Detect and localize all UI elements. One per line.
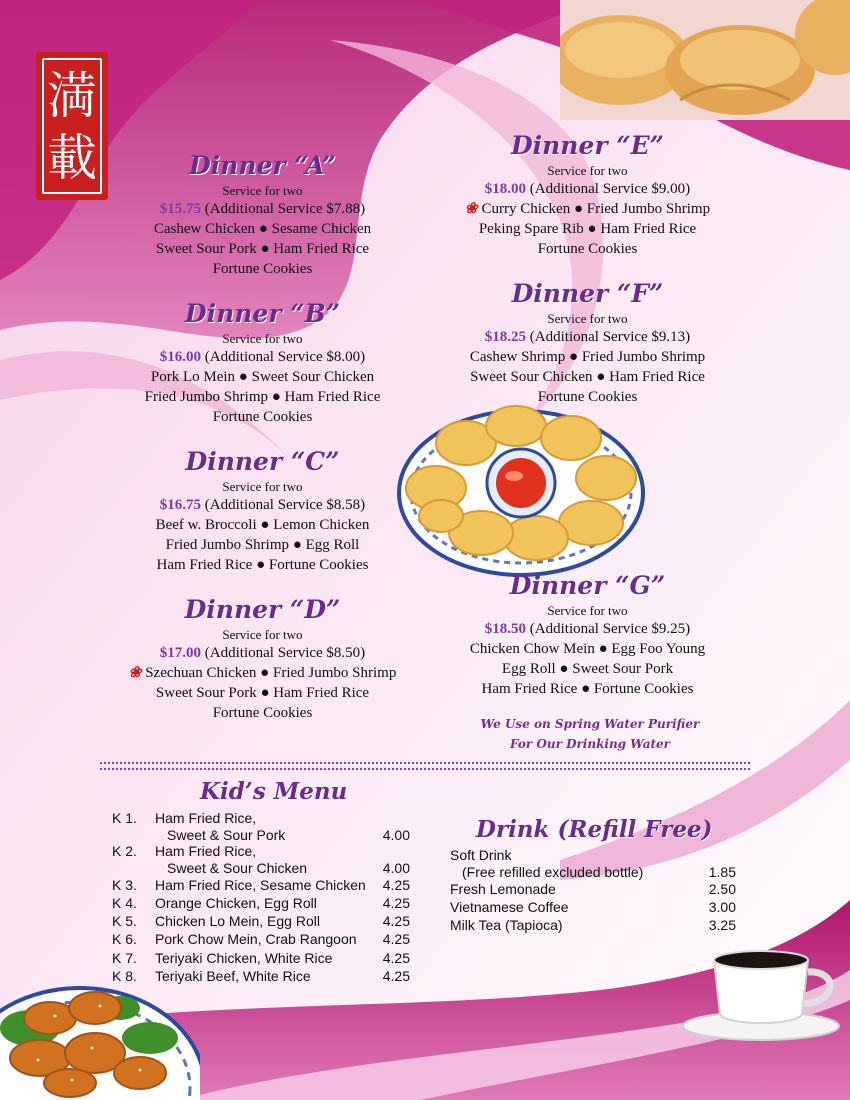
chili-icon: ❀ — [128, 665, 142, 681]
dinner-price: $18.25 — [484, 329, 527, 345]
additional-service: (Additional Service $8.58) — [204, 497, 366, 513]
dinner-price: $16.00 — [159, 349, 202, 365]
dinner-line: Fortune Cookies — [537, 389, 638, 405]
additional-service: (Additional Service $7.88) — [204, 201, 366, 217]
drink-name: Vietnamese Coffee — [450, 899, 569, 915]
fortune-cookies-image — [560, 0, 850, 120]
item-name-cont: Sweet & Sour Chicken — [167, 860, 308, 876]
item-name: Ham Fried Rice, — [155, 810, 257, 826]
note-line: For Our Drinking Water — [510, 737, 670, 751]
kids-menu-item — [112, 810, 412, 844]
section-divider — [100, 762, 750, 770]
kids-menu-item — [112, 895, 412, 912]
kids-menu-item — [112, 877, 412, 894]
dinner-line: Beef w. Broccoli ● Lemon Chicken — [155, 517, 370, 533]
spring-water-note — [470, 714, 710, 754]
kids-menu-item — [112, 843, 412, 877]
drink-price: 2.50 — [708, 881, 736, 897]
dinner-e-block — [445, 131, 730, 259]
dinner-line: Ham Fried Rice ● Fortune Cookies — [481, 681, 694, 697]
dinner-title: Dinner “E” — [510, 131, 665, 160]
dinner-line: Sweet Sour Pork ● Ham Fried Rice — [155, 241, 370, 257]
dinner-title: Dinner “D” — [184, 595, 341, 624]
drink-price: 3.25 — [708, 917, 736, 933]
item-price: 4.00 — [382, 860, 410, 876]
service-note: Service for two — [222, 331, 303, 346]
dinner-line: Cashew Shrimp ● Fried Jumbo Shrimp — [469, 349, 706, 365]
service-note: Service for two — [547, 603, 628, 618]
restaurant-seal-logo — [36, 52, 108, 200]
dinner-g-block — [445, 571, 730, 699]
additional-service: (Additional Service $8.50) — [204, 645, 366, 661]
drinks-title: Drink (Refill Free) — [476, 816, 713, 843]
item-name: Ham Fried Rice, — [155, 843, 257, 859]
kids-menu-item — [112, 968, 412, 985]
drink-name: Milk Tea (Tapioca) — [450, 917, 563, 933]
item-code: K 8. — [112, 968, 137, 984]
item-name: Orange Chicken, Egg Roll — [155, 895, 317, 911]
dinner-line: Pork Lo Mein ● Sweet Sour Chicken — [150, 369, 375, 385]
dinner-line: Sweet Sour Pork ● Ham Fried Rice — [155, 685, 370, 701]
drink-item — [450, 899, 736, 916]
note-line: We Use on Spring Water Purifier — [480, 717, 700, 731]
item-code: K 5. — [112, 913, 137, 929]
orange-chicken-plate-image — [0, 978, 200, 1100]
item-price: 4.25 — [382, 968, 410, 984]
drink-item — [450, 917, 736, 934]
item-price: 4.25 — [382, 931, 410, 947]
seal-char-2: 載 — [47, 129, 97, 187]
item-name: Chicken Lo Mein, Egg Roll — [155, 913, 320, 929]
item-name-cont: Sweet & Sour Pork — [167, 827, 286, 843]
item-code: K 2. — [112, 843, 137, 859]
drink-price: 3.00 — [708, 899, 736, 915]
service-note: Service for two — [547, 311, 628, 326]
item-code: K 4. — [112, 895, 137, 911]
dinner-title: Dinner “F” — [511, 279, 664, 308]
dinner-price: $17.00 — [159, 645, 202, 661]
dinner-line: Peking Spare Rib ● Ham Fried Rice — [478, 221, 697, 237]
dinner-title: Dinner “G” — [509, 571, 666, 600]
kids-menu-item — [112, 913, 412, 930]
dinner-price: $18.50 — [484, 621, 527, 637]
kids-menu-item — [112, 950, 412, 967]
drink-name: Soft Drink — [450, 847, 512, 863]
chili-icon: ❀ — [464, 201, 478, 217]
dinner-line: Chicken Chow Mein ● Egg Foo Young — [469, 641, 706, 657]
seal-char-1: 満 — [47, 67, 97, 125]
coffee-cup-image — [676, 948, 850, 1044]
dinner-title: Dinner “B” — [184, 299, 341, 328]
dinner-line: Sweet Sour Chicken ● Ham Fried Rice — [470, 369, 705, 385]
item-price: 4.25 — [382, 895, 410, 911]
additional-service: (Additional Service $9.00) — [529, 181, 691, 197]
service-note: Service for two — [547, 163, 628, 178]
drink-price: 1.85 — [708, 864, 736, 880]
dinner-price: $16.75 — [159, 497, 202, 513]
dinner-price: $18.00 — [484, 181, 527, 197]
item-name: Teriyaki Beef, White Rice — [155, 968, 311, 984]
item-price: 4.25 — [382, 950, 410, 966]
dinner-b-block — [120, 299, 405, 427]
dinner-line: Ham Fried Rice ● Fortune Cookies — [156, 557, 369, 573]
drink-item — [450, 881, 736, 898]
dinner-line: Fortune Cookies — [212, 705, 313, 721]
dinner-line: Curry Chicken ● Fried Jumbo Shrimp — [481, 201, 711, 217]
item-name: Ham Fried Rice, Sesame Chicken — [155, 877, 366, 893]
item-name: Pork Chow Mein, Crab Rangoon — [155, 931, 357, 947]
dinner-line: Fortune Cookies — [212, 261, 313, 277]
item-code: K 3. — [112, 877, 137, 893]
dinner-title: Dinner “A” — [188, 151, 337, 180]
item-name: Teriyaki Chicken, White Rice — [155, 950, 333, 966]
additional-service: (Additional Service $9.13) — [529, 329, 691, 345]
dinner-line: Fortune Cookies — [212, 409, 313, 425]
dinner-line: Szechuan Chicken ● Fried Jumbo Shrimp — [145, 665, 397, 681]
dinner-a-block — [120, 151, 405, 279]
kids-menu-title: Kid’s Menu — [200, 778, 348, 805]
dinner-title: Dinner “C” — [185, 447, 340, 476]
drink-note: (Free refilled excluded bottle) — [462, 864, 644, 880]
item-price: 4.25 — [382, 913, 410, 929]
dinner-line: Fried Jumbo Shrimp ● Egg Roll — [165, 537, 360, 553]
dinner-line: Egg Roll ● Sweet Sour Pork — [501, 661, 674, 677]
drink-name: Fresh Lemonade — [450, 881, 556, 897]
item-price: 4.00 — [382, 827, 410, 843]
drink-item — [450, 847, 736, 881]
item-code: K 6. — [112, 931, 137, 947]
service-note: Service for two — [222, 479, 303, 494]
item-price: 4.25 — [382, 877, 410, 893]
dinner-d-block — [110, 595, 415, 723]
additional-service: (Additional Service $8.00) — [204, 349, 366, 365]
dinner-line: Fortune Cookies — [537, 241, 638, 257]
fried-shrimp-plate-image — [396, 398, 646, 580]
additional-service: (Additional Service $9.25) — [529, 621, 691, 637]
dinner-c-block — [120, 447, 405, 575]
dinner-price: $15.75 — [159, 201, 202, 217]
service-note: Service for two — [222, 183, 303, 198]
kids-menu-item — [112, 931, 412, 948]
service-note: Service for two — [222, 627, 303, 642]
dinner-line: Cashew Chicken ● Sesame Chicken — [153, 221, 372, 237]
dinner-f-block — [445, 279, 730, 407]
item-code: K 7. — [112, 950, 137, 966]
dinner-line: Fried Jumbo Shrimp ● Ham Fried Rice — [144, 389, 381, 405]
item-code: K 1. — [112, 810, 137, 826]
